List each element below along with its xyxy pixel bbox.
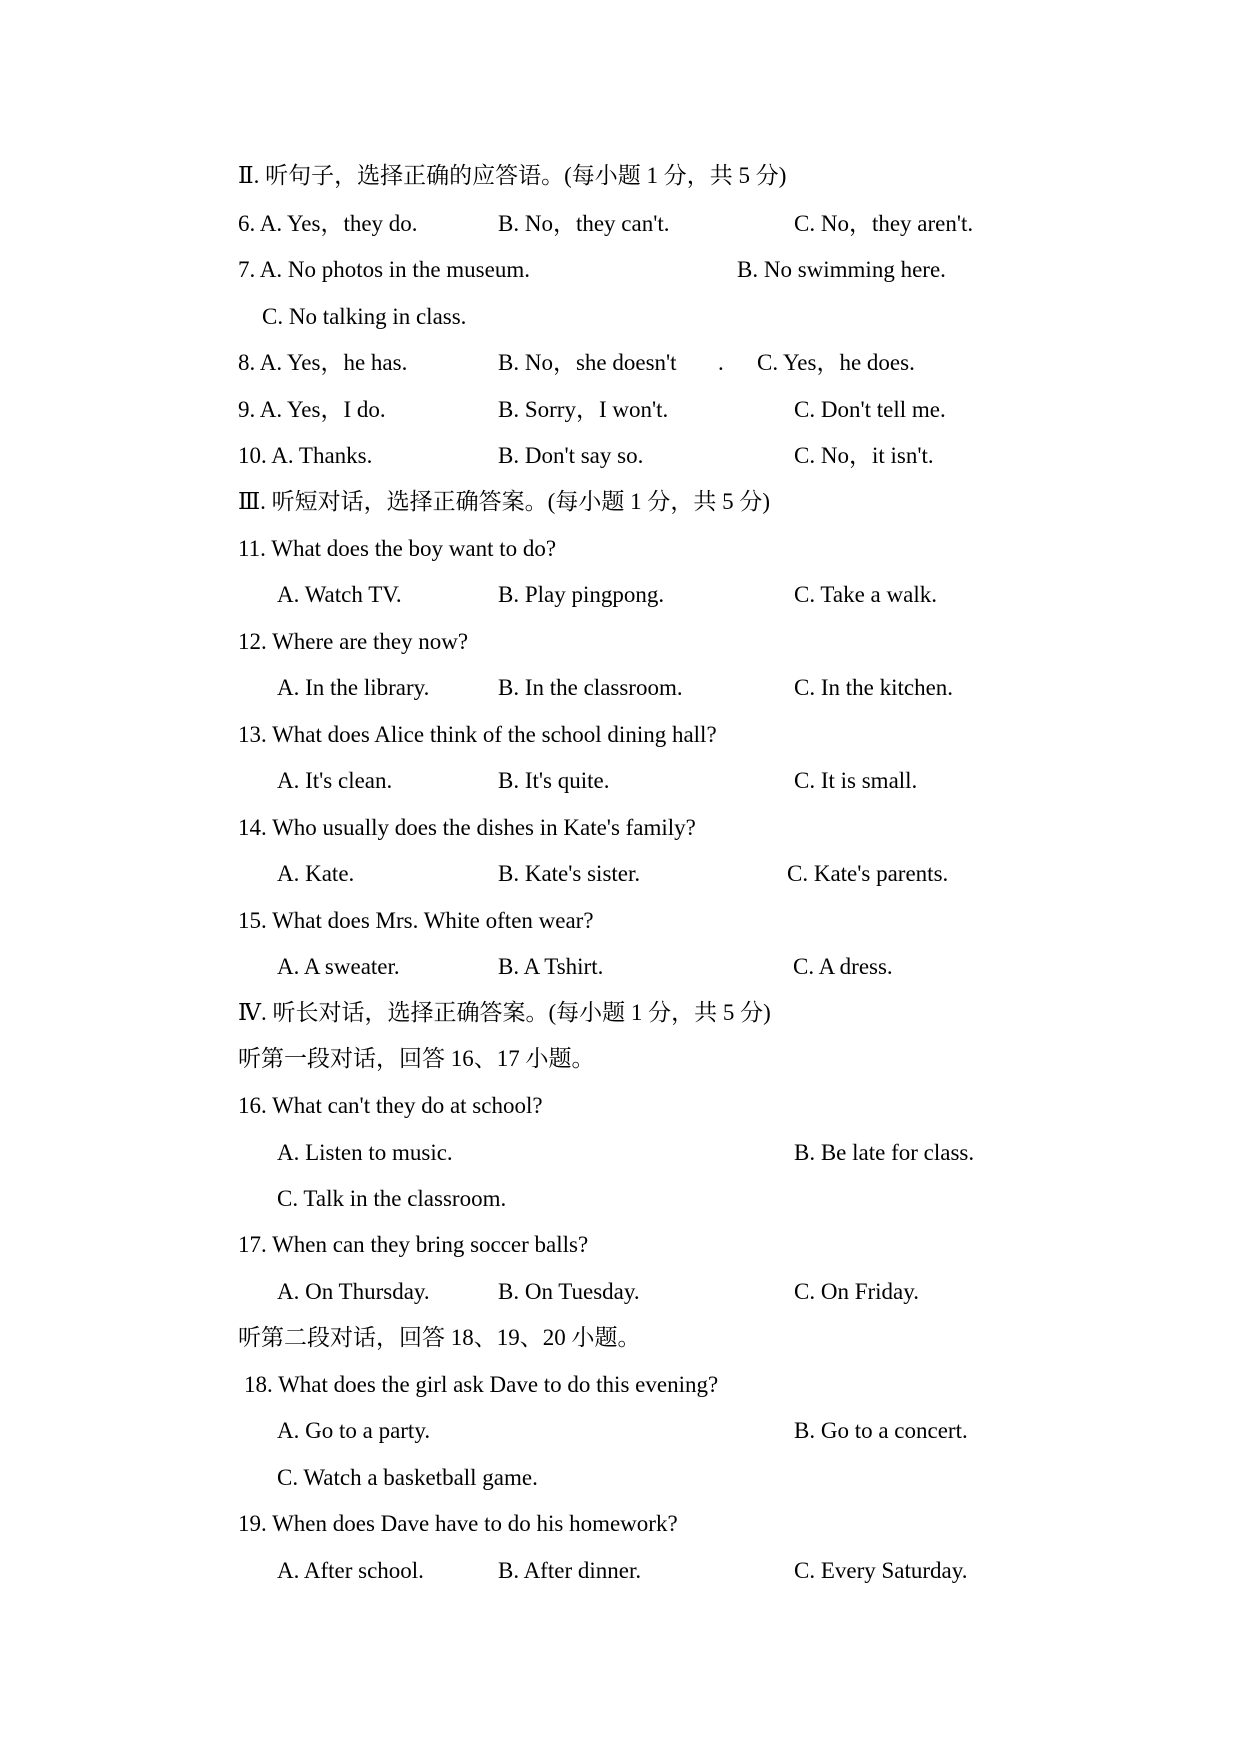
q9-option-c: C. Don't tell me.: [794, 397, 946, 422]
q6-option-c: C. No，they aren't.: [794, 211, 974, 236]
q12-option-c: C. In the kitchen.: [794, 675, 954, 700]
q12-question: 12. Where are they now?: [238, 629, 469, 654]
q14-question: 14. Who usually does the dishes in Kate's family?: [238, 815, 696, 840]
q17-option-c: C. On Friday.: [794, 1279, 920, 1304]
q18-option-c: C. Watch a basketball game.: [277, 1465, 538, 1490]
q17-question: 17. When can they bring soccer balls?: [238, 1232, 589, 1257]
q16-question: 16. What can't they do at school?: [238, 1093, 543, 1118]
q15-option-c: C. A dress.: [793, 954, 893, 979]
q6-option-a: 6. A. Yes，they do.: [238, 211, 418, 236]
section-2-heading: Ⅱ. 听句子，选择正确的应答语。(每小题 1 分，共 5 分): [238, 163, 787, 188]
q19-option-c: C. Every Saturday.: [794, 1558, 968, 1583]
q12-option-b: B. In the classroom.: [498, 675, 683, 700]
q15-option-b: B. A Tshirt.: [498, 954, 604, 979]
q8-option-b: B. No，she doesn't: [498, 350, 677, 375]
q9-option-a: 9. A. Yes，I do.: [238, 397, 386, 422]
q17-option-b: B. On Tuesday.: [498, 1279, 640, 1304]
section-4-heading: Ⅳ. 听长对话，选择正确答案。(每小题 1 分，共 5 分): [238, 1000, 771, 1025]
q14-option-c: C. Kate's parents.: [787, 861, 949, 886]
q14-option-b: B. Kate's sister.: [498, 861, 641, 886]
q11-option-c: C. Take a walk.: [794, 582, 937, 607]
q11-question: 11. What does the boy want to do?: [238, 536, 557, 561]
q11-option-a: A. Watch TV.: [277, 582, 402, 607]
q11-option-b: B. Play pingpong.: [498, 582, 665, 607]
q16-option-a: A. Listen to music.: [277, 1140, 453, 1165]
q15-question: 15. What does Mrs. White often wear?: [238, 908, 594, 933]
q13-option-c: C. It is small.: [794, 768, 918, 793]
q7-option-c: C. No talking in class.: [262, 304, 467, 329]
q8-stray-dot: .: [718, 350, 724, 375]
q8-option-c: C. Yes，he does.: [757, 350, 915, 375]
q8-option-a: 8. A. Yes，he has.: [238, 350, 408, 375]
q13-question: 13. What does Alice think of the school dining hall?: [238, 722, 717, 747]
dialogue-1-instruction: 听第一段对话，回答 16、17 小题。: [238, 1046, 595, 1071]
q19-question: 19. When does Dave have to do his homework?: [238, 1511, 678, 1536]
section-3-heading: Ⅲ. 听短对话，选择正确答案。(每小题 1 分，共 5 分): [238, 489, 770, 514]
q10-option-a: 10. A. Thanks.: [238, 443, 373, 468]
q13-option-a: A. It's clean.: [277, 768, 393, 793]
dialogue-2-instruction: 听第二段对话，回答 18、19、20 小题。: [238, 1325, 641, 1350]
q7-option-b: B. No swimming here.: [737, 257, 946, 282]
q18-option-b: B. Go to a concert.: [794, 1418, 968, 1443]
q18-option-a: A. Go to a party.: [277, 1418, 431, 1443]
q19-option-a: A. After school.: [277, 1558, 424, 1583]
q9-option-b: B. Sorry，I won't.: [498, 397, 669, 422]
q15-option-a: A. A sweater.: [277, 954, 400, 979]
q10-option-b: B. Don't say so.: [498, 443, 644, 468]
q16-option-c: C. Talk in the classroom.: [277, 1186, 507, 1211]
q13-option-b: B. It's quite.: [498, 768, 610, 793]
q14-option-a: A. Kate.: [277, 861, 355, 886]
q6-option-b: B. No，they can't.: [498, 211, 670, 236]
q19-option-b: B. After dinner.: [498, 1558, 642, 1583]
q16-option-b: B. Be late for class.: [794, 1140, 975, 1165]
q17-option-a: A. On Thursday.: [277, 1279, 430, 1304]
q12-option-a: A. In the library.: [277, 675, 430, 700]
q10-option-c: C. No，it isn't.: [794, 443, 934, 468]
q18-question: 18. What does the girl ask Dave to do this evening?: [244, 1372, 719, 1397]
q7-option-a: 7. A. No photos in the museum.: [238, 257, 530, 282]
